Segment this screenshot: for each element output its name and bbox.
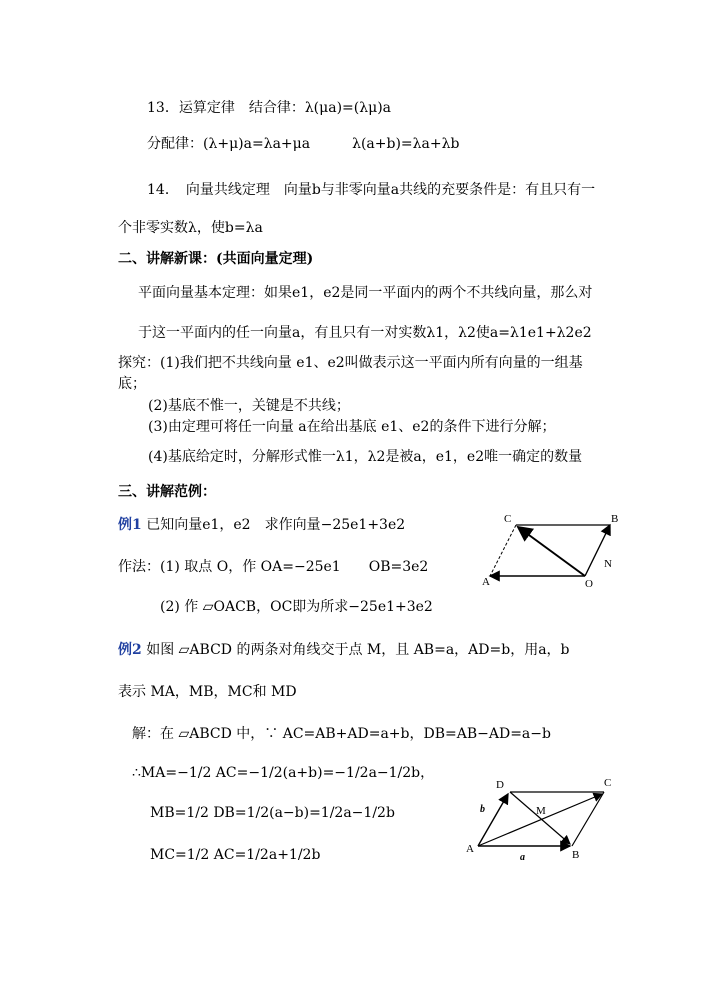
fig2-label-vec-b: b [480,804,485,815]
section-new-lesson: 二、讲解新课：(共面向量定理) [118,251,314,267]
explore-point-4: (4)基底给定时，分解形式惟一λ1，λ2是被a，e1，e2唯一确定的数量 [148,449,583,465]
rule-13: 13．运算定律 结合律：λ(μa)=(λμ)a [147,100,392,116]
fig2-label-d: D [496,779,504,791]
explore-line-1: 探究：(1)我们把不共线向量 e1、e2叫做表示这一平面内所有向量的一组基 [118,355,583,371]
fig2-label-vec-a: a [520,852,525,862]
solution-line-3: MB=1/2 DB=1/2(a−b)=1/2a−1/2b [150,805,395,821]
distributive-law: 分配律：(λ+μ)a=λa+μa λ(a+b)=λa+λb [147,136,460,152]
example-1-step-2: (2) 作 ▱OACB，OC即为所求−25e1+3e2 [160,599,433,615]
example-1-step-1: 作法：(1) 取点 O，作 OA=−25e1 OB=3e2 [118,559,429,575]
example-1-label: 例1 [118,517,142,533]
figure-2-parallelogram [462,772,622,862]
theorem-line-1: 平面向量基本定理：如果e1，e2是同一平面内的两个不共线向量，那么对 [138,285,593,301]
fig2-label-c: C [604,777,612,789]
fig1-label-o: O [585,578,593,588]
section-examples: 三、讲解范例： [118,484,216,500]
solution-line-2: ∴MA=−1/2 AC=−1/2(a+b)=−1/2a−1/2b， [132,765,435,781]
figure-1-parallelogram [478,508,628,588]
fig1-label-n: N [604,558,612,570]
rule-14-cont: 个非零实数λ，使b=λa [118,220,263,236]
explore-point-3: (3)由定理可将任一向量 a在给出基底 e1、e2的条件下进行分解； [148,419,556,435]
fig1-label-a: A [482,576,490,588]
fig2-label-a: A [466,843,474,855]
explore-line-2: 底； [118,376,146,392]
rule-14: 14． 向量共线定理 向量b与非零向量a共线的充要条件是：有且只有一 [147,182,596,198]
fig2-label-b: B [572,849,580,861]
theorem-line-2: 于这一平面内的任一向量a，有且只有一对实数λ1，λ2使a=λ1e1+λ2e2 [138,325,592,341]
fig2-label-m: M [536,805,546,817]
example-2-cont: 表示 MA，MB，MC和 MD [118,684,297,700]
fig1-label-c: C [504,513,512,525]
explore-point-2: (2)基底不惟一，关键是不共线； [148,398,350,414]
solution-line-4: MC=1/2 AC=1/2a+1/2b [150,847,321,863]
example-2: 例2 如图 ▱ABCD 的两条对角线交于点 M，且 AB=a，AD=b，用a，b [118,642,570,658]
example-2-label: 例2 [118,642,142,658]
example-1: 例1 已知向量e1，e2 求作向量−25e1+3e2 [118,517,406,533]
solution-line-1: 解：在 ▱ABCD 中，∵ AC=AB+AD=a+b，DB=AB−AD=a−b [132,726,551,742]
fig1-label-b: B [611,513,619,525]
